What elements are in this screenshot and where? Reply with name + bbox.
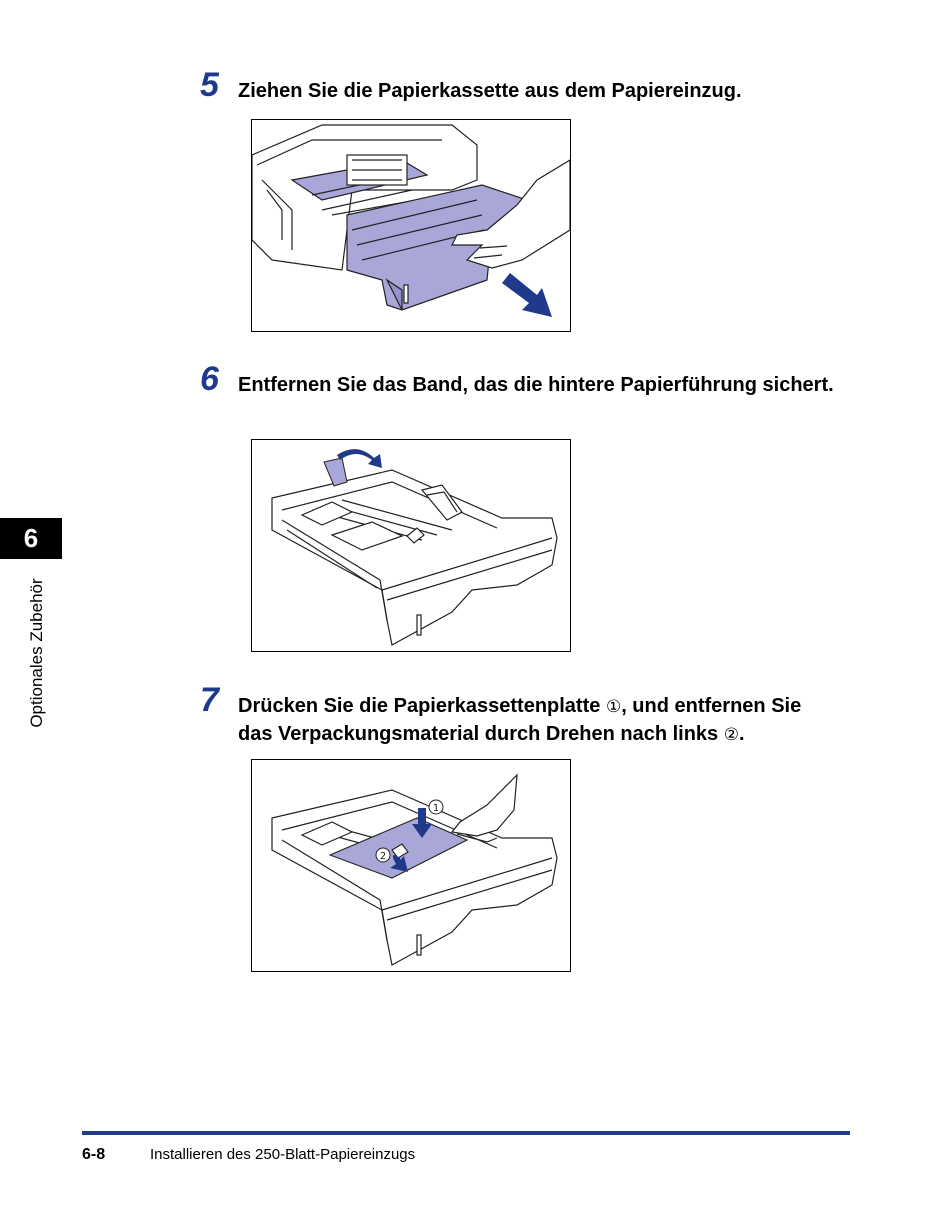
figure-press-plate (251, 759, 571, 972)
footer-rule (82, 1131, 850, 1135)
footer-section-title: Installieren des 250-Blatt-Papiereinzugs (150, 1146, 416, 1163)
figure-remove-tape (251, 439, 571, 652)
step-instruction: Ziehen Sie die Papierkassette aus dem Papiereinzug. (238, 80, 742, 102)
marker-2-label: 2 (379, 851, 387, 862)
figure-pull-out-cassette (251, 119, 571, 332)
chapter-title: Optionales Zubehör (27, 578, 46, 728)
step-number: 6 (200, 360, 219, 398)
marker-1-label: 1 (432, 803, 440, 814)
chapter-number: 6 (23, 523, 39, 553)
chapter-tab (0, 518, 62, 559)
tape-removal-illustration (252, 440, 570, 651)
page-number: 6-8 (82, 1146, 106, 1163)
cassette-pull-illustration (252, 120, 570, 331)
step-text-part: Drücken Sie die Papierkassettenplatte (238, 695, 606, 717)
circled-marker-1: ① (605, 697, 622, 717)
step-text-part: . (738, 723, 745, 745)
step-instruction: Entfernen Sie das Band, das die hintere Papierführung sichert. (238, 374, 834, 396)
circled-marker-2: ② (723, 725, 739, 745)
step-text-part: , und entfernen Sie das Verpackungsmaterial durch Drehen nach links (238, 695, 802, 745)
step-instruction (238, 693, 838, 749)
step-number: 7 (200, 681, 219, 719)
press-plate-illustration (252, 760, 570, 971)
step-number: 5 (200, 66, 219, 104)
